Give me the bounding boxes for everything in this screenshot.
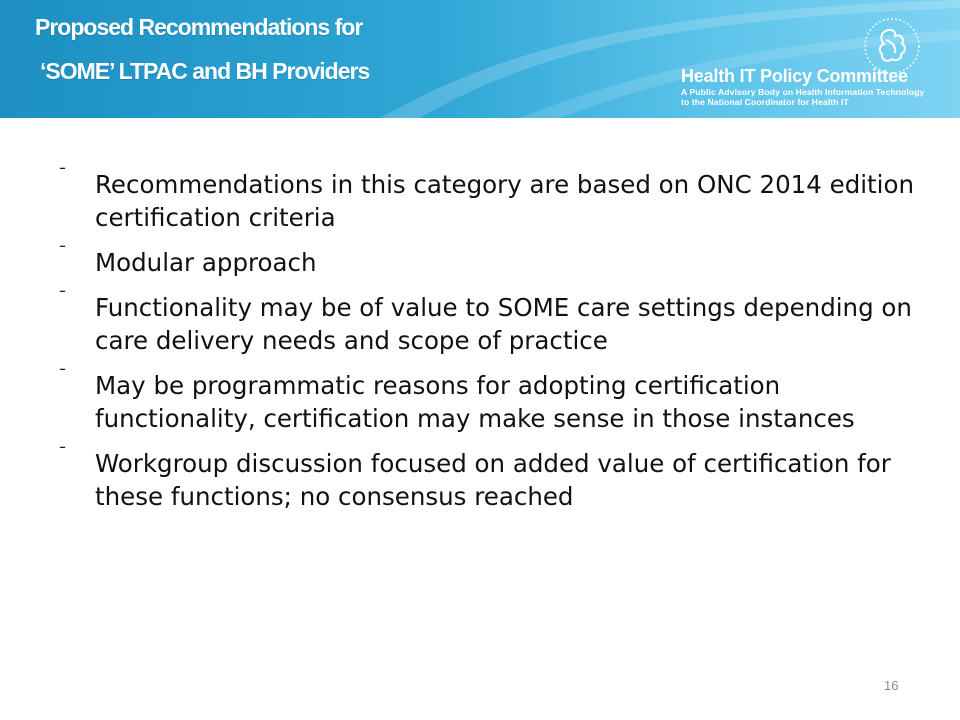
slide-body — [58, 165, 918, 525]
bullet-item — [58, 165, 915, 234]
slide-title-line-2: ‘SOME’ LTPAC and BH Providers — [40, 58, 370, 84]
committee-subtitle-2: to the National Coordinator for Health IT — [681, 97, 849, 107]
bullet-item — [58, 243, 915, 279]
bullet-text: Functionality may be of value to SOME care settings depending on care delivery needs and scope of practice — [95, 293, 912, 355]
bullet-item — [58, 366, 915, 435]
committee-name: Health IT Policy Committee — [681, 66, 908, 86]
slide-title-line-1: Proposed Recommendations for — [35, 14, 363, 40]
bullet-text: Modular approach — [95, 248, 317, 277]
bullet-text: Workgroup discussion focused on added value of certification for these functions; no consensus reached — [95, 449, 891, 511]
bullet-marker: ¯ — [58, 243, 67, 264]
bullet-text: May be programmatic reasons for adopting certification functionality, certification may make sense in those instances — [95, 371, 855, 433]
bullet-item — [58, 288, 915, 357]
bullet-marker: ¯ — [58, 288, 67, 309]
page-number: 16 — [884, 678, 899, 693]
bullet-marker: ¯ — [58, 165, 67, 186]
committee-subtitle-1: A Public Advisory Body on Health Information Technology — [681, 87, 925, 97]
bullet-item — [58, 444, 915, 513]
committee-logo — [652, 14, 948, 116]
header-band — [0, 0, 960, 118]
bullet-list — [58, 165, 918, 513]
bullet-text: Recommendations in this category are based on ONC 2014 edition certification criteria — [95, 170, 914, 232]
bullet-marker: ¯ — [58, 444, 67, 465]
bullet-marker: ¯ — [58, 366, 67, 387]
